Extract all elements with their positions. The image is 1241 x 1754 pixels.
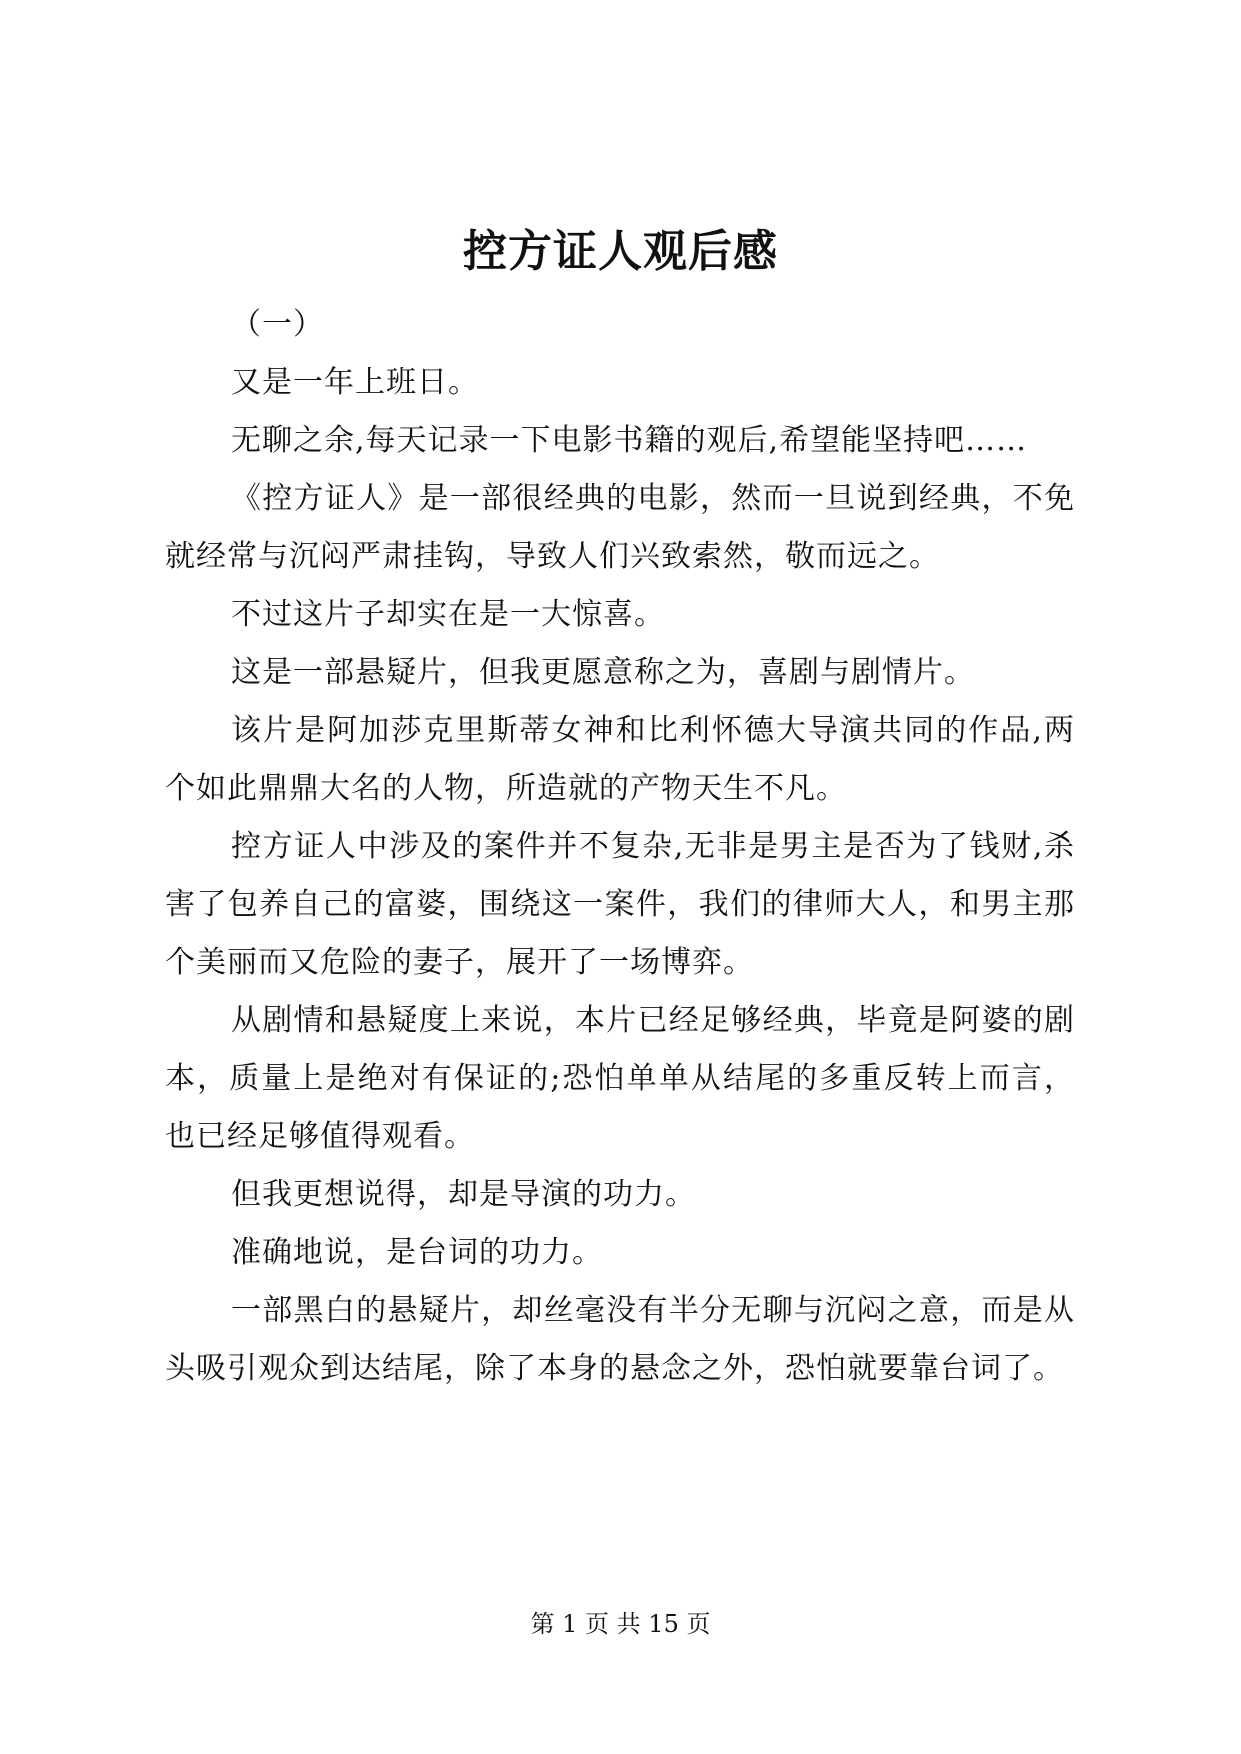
paragraph: 不过这片子却实在是一大惊喜。 xyxy=(231,597,665,632)
paragraph: 《控方证人》是一部很经典的电影，然而一旦说到经典，不免就经常与沉闷严肃挂钩，导致人们兴致索然，敬而远之。 xyxy=(165,481,1075,574)
document-body xyxy=(165,296,1075,1398)
paragraph: 该片是阿加莎克里斯蒂女神和比利怀德大导演共同的作品,两个如此鼎鼎大名的人物，所造就的产物天生不凡。 xyxy=(165,713,1075,806)
paragraph: 一部黑白的悬疑片，却丝毫没有半分无聊与沉闷之意，而是从头吸引观众到达结尾，除了本身的悬念之外，恐怕就要靠台词了。 xyxy=(165,1293,1075,1386)
page-footer: 第 1 页 共 15 页 xyxy=(530,1610,711,1638)
paragraph: 从剧情和悬疑度上来说，本片已经足够经典，毕竟是阿婆的剧本，质量上是绝对有保证的;恐怕单单从结尾的多重反转上而言，也已经足够值得观看。 xyxy=(165,1003,1075,1154)
paragraph: 无聊之余,每天记录一下电影书籍的观后,希望能坚持吧…… xyxy=(231,423,1028,458)
paragraph: 又是一年上班日。 xyxy=(231,365,479,400)
paragraph: 控方证人中涉及的案件并不复杂,无非是男主是否为了钱财,杀害了包养自己的富婆，围绕这一案件，我们的律师大人，和男主那个美丽而又危险的妻子，展开了一场博弈。 xyxy=(165,829,1075,980)
document-title: 控方证人观后感 xyxy=(463,226,778,277)
paragraph: 准确地说，是台词的功力。 xyxy=(231,1235,603,1270)
section-number: （一） xyxy=(231,307,324,342)
paragraph: 但我更想说得，却是导演的功力。 xyxy=(231,1177,696,1212)
paragraph: 这是一部悬疑片，但我更愿意称之为，喜剧与剧情片。 xyxy=(231,655,975,690)
